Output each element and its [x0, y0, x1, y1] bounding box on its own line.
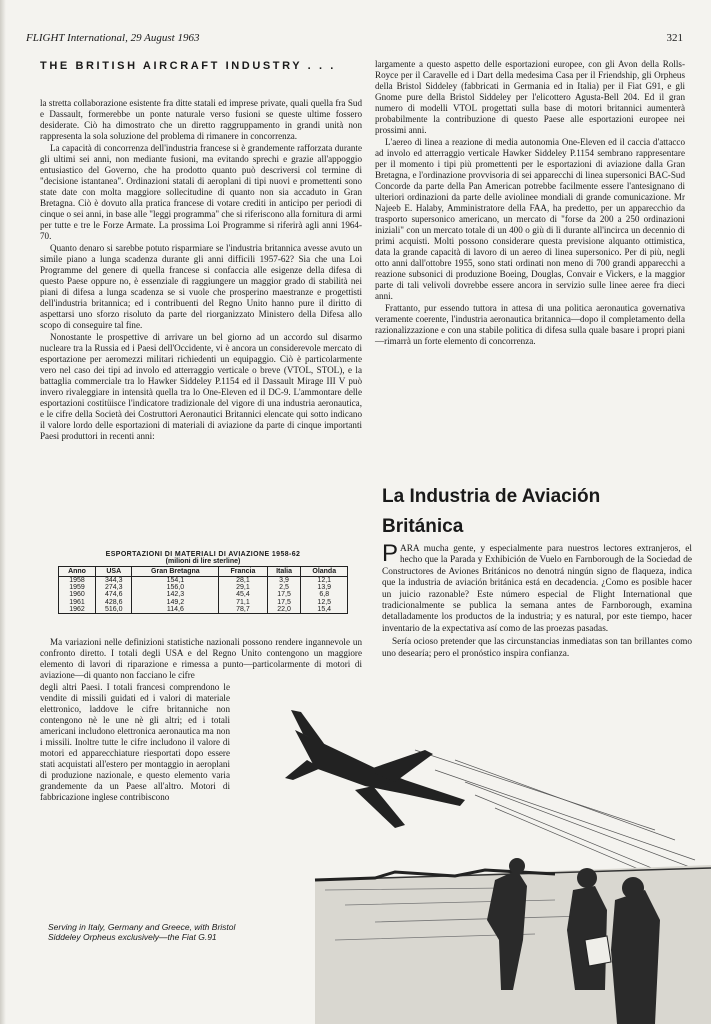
table-cell: 142,3 [132, 591, 219, 598]
fiat-g91-illustration [255, 690, 711, 1024]
table-cell: 3,9 [267, 577, 301, 585]
photo-caption: Serving in Italy, Germany and Greece, with Bristol Siddeley Orpheus exclusively—the Fiat G.91 [48, 922, 236, 942]
paragraph: la stretta collaborazione esistente fra ditte statali ed imprese private, quali quella fra Sud e Dassault, formerebbe un ponte naturale verso fusioni se queste ultime fossero desiderate. Ciò ha dimostrato che un diretto raggruppamento in grandi unità non rappresenta la sola soluzione del problema di rimanere in concorrenza. [40, 98, 362, 141]
table-header-row [59, 567, 348, 577]
paragraph: L'aereo di linea a reazione di media autonomia One-Eleven ed il caccia d'attacco ad involo ed atterraggio verticale Hawker Siddeley P.1154 sembrano rappresentare per il momento i tipi più promettenti per le esportazioni di aviazione dalla Gran Bretagna, e l'ordinazione provvisoria di sei apparecchi di linea supersonici BAC-Sud Concorde da parte della Pan American potrebbe facilmente essere l'antesignano di ulteriori ordinazioni da parte delle aviolinee mondiali di grande comunicazione. Mr Najeeb E. Halaby, Amministratore della FAA, ha predetto, per un apparecchio da trasporto supersonico americano, un mercato di "forse da 200 a 250 ordinazioni iniziali" con un mercato totale di un 400 o giù di lì durante all'incirca un decennio di primi acquisti. Molti possono considerare questa previsione alquanto ottimistica, data la grande capacità di lavoro di un aereo di linea supersonico. Per di più, negli otto anni dall'ottobre 1955, sono stati ordinati non meno di 700 grandi apparecchi a reazione subsonici di produzione Boeing, Douglas, Convair e Vickers, e la maggior parte di tali velivoli dovrebbe essere ancora in servizio sulle linee aeree fra dieci anni. [375, 137, 685, 301]
table-cell: 17,5 [267, 591, 301, 598]
table-title: ESPORTAZIONI DI MATERIALI DI AVIAZIONE 1958-62 [105, 551, 301, 558]
table-row [59, 591, 348, 598]
spanish-article-title [382, 482, 692, 542]
table-row [59, 606, 348, 614]
table-subtitle: (milioni di lire sterline) [165, 558, 241, 565]
table-cell: 71,1 [219, 599, 267, 606]
table-cell: 15,4 [301, 606, 348, 614]
table-cell: 22,0 [267, 606, 301, 614]
drop-cap: P [382, 540, 399, 567]
paragraph: Ma variazioni nelle definizioni statistiche nazionali possono rendere ingannevole un confronto diretto. I totali degli USA e del Regno Unito contengono un maggiore elemento di lavori di riparazione e rimessa a punto—particolarmente di motori di aviazione—di quanto non facciano le cifre [40, 637, 362, 680]
column-header: USA [96, 567, 132, 577]
exports-table-block [58, 551, 348, 614]
section-title: THE BRITISH AIRCRAFT INDUSTRY . . . [40, 60, 336, 72]
table-cell: 12,1 [301, 577, 348, 585]
paragraph-wrapped: degli altri Paesi. I totali francesi comprendono le vendite di missili guidati ed i valori di materiale elettronico, laddove le cifre britanniche non contengono nè le une nè gli altri; ed i totali americani includono elettronica aeronautica ma non i missili. Inoltre tutte le cifre includono il valore di motori ed apparecchiature riesportati dopo essere stati acquistati all'estero per montaggio in aeroplani di produzione nazionale, e questo elemento varia grandemente da un Paese all'altro. Motori di fabbricazione inglese contribiscono [40, 682, 230, 802]
jet-aircraft [285, 710, 465, 828]
running-header-publication: FLIGHT International, 29 August 1963 [26, 32, 200, 44]
paragraph: Quanto denaro si sarebbe potuto risparmiare se l'industria britannica avesse avuto un simile piano a lunga scadenza durante gli anni difficili 1957-62? Sia che una Loi Programme del genere di quella francese si confaccia alle esigenze della difesa di questo Paese oppure no, è essenziale di raggiungere un maggior grado di stabilità nei piani di difesa a lunga scadenza se si vuole che prosperino maestranze e progettisti dell'industria britannica; ed i contribuenti del Regno Unito hanno pure il diritto di aspettarsi uno sforzo risoluto da parte del riorganizzato Ministero della Difesa allo scopo di conseguire tal fine. [40, 243, 362, 330]
spanish-title-line: La Industria de Aviación [382, 486, 601, 507]
paragraph: Frattanto, pur essendo tuttora in attesa di una politica aeronautica governativa veramente coerente, l'industria aeronautica britannica—dopo il completamento della razionalizzazione e con una stabile politica di difesa sulla quale basare i propri piani—rimarrà un forte elemento di concorrenza. [375, 303, 685, 346]
paragraph: Sería ocioso pretender que las circunstancias inmediatas son tan brillantes como uno desearía; pero el pronóstico inspira confianza. [382, 637, 692, 659]
table-cell: 1960 [59, 591, 96, 598]
page-edge-shadow [0, 0, 6, 1024]
table-cell: 149,2 [132, 599, 219, 606]
table-cell: 1961 [59, 599, 96, 606]
table-cell: 17,5 [267, 599, 301, 606]
table-cell: 1958 [59, 577, 96, 585]
table-cell: 12,5 [301, 599, 348, 606]
exports-table [58, 566, 348, 614]
spanish-title-line: Británica [382, 516, 464, 537]
table-cell: 474,6 [96, 591, 132, 598]
table-cell: 156,0 [132, 584, 219, 591]
table-cell: 1962 [59, 606, 96, 614]
column-header: Italia [267, 567, 301, 577]
table-cell: 2,5 [267, 584, 301, 591]
table-cell: 428,6 [96, 599, 132, 606]
table-cell: 154,1 [132, 577, 219, 585]
column-header: Anno [59, 567, 96, 577]
paragraph: Nonostante le prospettive di arrivare un bel giorno ad un accordo sul disarmo nucleare tra la Russia ed i Paesi dell'Occidente, vi è ancora un considerevole mercato di esportazione per aeromezzi militari richiedenti un equipaggio. Ciò è particolarmente vero nel caso dei tipi ad involo ed atterraggio verticale o breve (VTOL, STOL), e la battaglia commerciale tra lo Hawker Siddeley P.1154 ed il Dassault Mirage III V può invero rivaleggiare in intensità quella tra lo One-Eleven ed il DC-9. L'ammontare delle esportazioni costitüisce l'indicatore tradizionale del vigore di una industria aeronautica, e le cifre della Società dei Costruttori Aeronautici Britannici elencate qui sotto indicano il valore lordo delle esportazioni di materiali di aviazione da parte di cinque importanti Paesi produttori in recenti anni: [40, 332, 362, 441]
paragraph [382, 540, 692, 635]
table-cell: 6,8 [301, 591, 348, 598]
table-cell: 344,3 [96, 577, 132, 585]
table-cell: 114,6 [132, 606, 219, 614]
table-cell: 516,0 [96, 606, 132, 614]
table-cell: 13,9 [301, 584, 348, 591]
column-header: Olanda [301, 567, 348, 577]
paragraph: largamente a questo aspetto delle esportazioni europee, con gli Avon della Rolls-Royce per il Caravelle ed i Dart della medesima Casa per il Friendship, gli Orpheus della Bristol Siddeley (fabbricati in Germania ed in Italia) per il Fiat G91, e gli Gnome pure della Bristol Siddeley per l'elicottero Agusta-Bell 204. Ed il gran numero di modelli VTOL progettati sulla base di motori britannici aumenterà probabilmente la contribuzione di questo Paese alle esportazioni europee nei prossimi anni. [375, 59, 685, 135]
page-number: 321 [666, 32, 683, 44]
right-column [375, 59, 685, 348]
table-row [59, 584, 348, 591]
table-cell: 78,7 [219, 606, 267, 614]
table-cell: 1959 [59, 584, 96, 591]
table-cell: 28,1 [219, 577, 267, 585]
left-column-top [40, 98, 362, 443]
table-row [59, 577, 348, 585]
table-row [59, 599, 348, 606]
spanish-article-body [382, 540, 692, 662]
paragraph: La capacità di concorrenza dell'industria francese si è grandemente rafforzata durante gli ultimi sei anni, non mediante fusioni, ma evitando sprechi e grazie all'appoggio entusiastico del Governo, che ha prodotto quanto può descriversi col termine di "decisione istantanea". Ordinazioni statali di aeroplani di tipi nuovi e promettenti sono state date con molta maggiore sollecitudine di quanto non sia accaduto in Gran Bretagna. Ciò è dovuto alla pratica francese di votare crediti in anticipo per periodi di cinque o sei anni, in base alle "leggi programma" che si riferiscono alla fornitura di armi per tutte e tre le Forze Armate. La prossima Loi Programme si riferirà agli anni 1964-70. [40, 143, 362, 241]
paragraph-text: ARA mucha gente, y especialmente para nuestros lectores extranjeros, el hecho que la Parada y Exhibición de Vuelo en Farnborough de la Sociedad de Constructores de Aviones Británicos no denotrá ningún signo de flaqueza, indica que la industria de aviación británica está en decadencia. ¿Como es posible hacer un juicio razonable? Este número especial de Flight International que tradicionalmente se publica la semana antes de Farnborough, examina detalladamente los productos de la industria; y es natural, por este tiempo, hacer inventario de la expectativa así como de las proezas pasadas. [382, 544, 692, 634]
table-cell: 274,3 [96, 584, 132, 591]
column-header: Gran Bretagna [132, 567, 219, 577]
column-header: Francia [219, 567, 267, 577]
table-cell: 29,1 [219, 584, 267, 591]
table-cell: 45,4 [219, 591, 267, 598]
